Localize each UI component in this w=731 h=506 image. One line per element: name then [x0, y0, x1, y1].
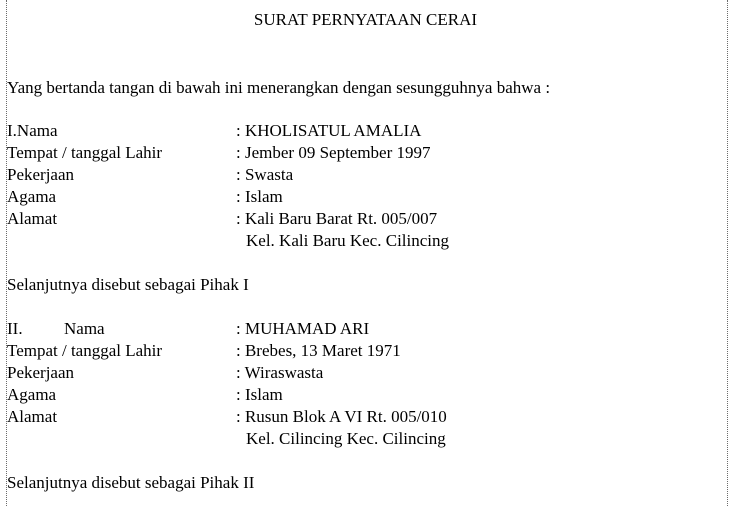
- party2-closing: Selanjutnya disebut sebagai Pihak II: [7, 473, 255, 492]
- party2-name-label: Nama: [64, 319, 105, 338]
- party2-number: II.: [7, 319, 23, 338]
- party2-job-label: Pekerjaan: [7, 363, 75, 382]
- party1-name-label: I.Nama: [7, 121, 58, 140]
- party1-job-label: Pekerjaan: [7, 165, 75, 184]
- party2-job-value: : Wiraswasta: [236, 363, 324, 382]
- party1-address-line2: Kel. Kali Baru Kec. Cilincing: [246, 231, 450, 250]
- party2-religion-label: Agama: [7, 385, 57, 404]
- party2-birth-value: : Brebes, 13 Maret 1971: [236, 341, 401, 360]
- right-margin-guide: [727, 0, 728, 506]
- party2-address-value: : Rusun Blok A VI Rt. 005/010: [236, 407, 447, 426]
- party2-address-label: Alamat: [7, 407, 58, 426]
- party1-religion-label: Agama: [7, 187, 57, 206]
- party1-birth-label: Tempat / tanggal Lahir: [7, 143, 163, 162]
- party1-address-label: Alamat: [7, 209, 58, 228]
- party1-birth-value: : Jember 09 September 1997: [236, 143, 431, 162]
- party1-closing: Selanjutnya disebut sebagai Pihak I: [7, 275, 249, 294]
- intro-paragraph: Yang bertanda tangan di bawah ini menerangkan dengan sesungguhnya bahwa :: [7, 78, 551, 97]
- party1-religion-value: : Islam: [236, 187, 283, 206]
- left-margin-guide: [6, 0, 7, 506]
- party1-address-value: : Kali Baru Barat Rt. 005/007: [236, 209, 438, 228]
- party2-address-line2: Kel. Cilincing Kec. Cilincing: [246, 429, 446, 448]
- party2-religion-value: : Islam: [236, 385, 283, 404]
- document-title: SURAT PERNYATAAN CERAI: [253, 10, 478, 29]
- party2-name-value: : MUHAMAD ARI: [236, 319, 370, 338]
- party1-name-value: : KHOLISATUL AMALIA: [236, 121, 422, 140]
- party2-birth-label: Tempat / tanggal Lahir: [7, 341, 163, 360]
- party1-job-value: : Swasta: [236, 165, 294, 184]
